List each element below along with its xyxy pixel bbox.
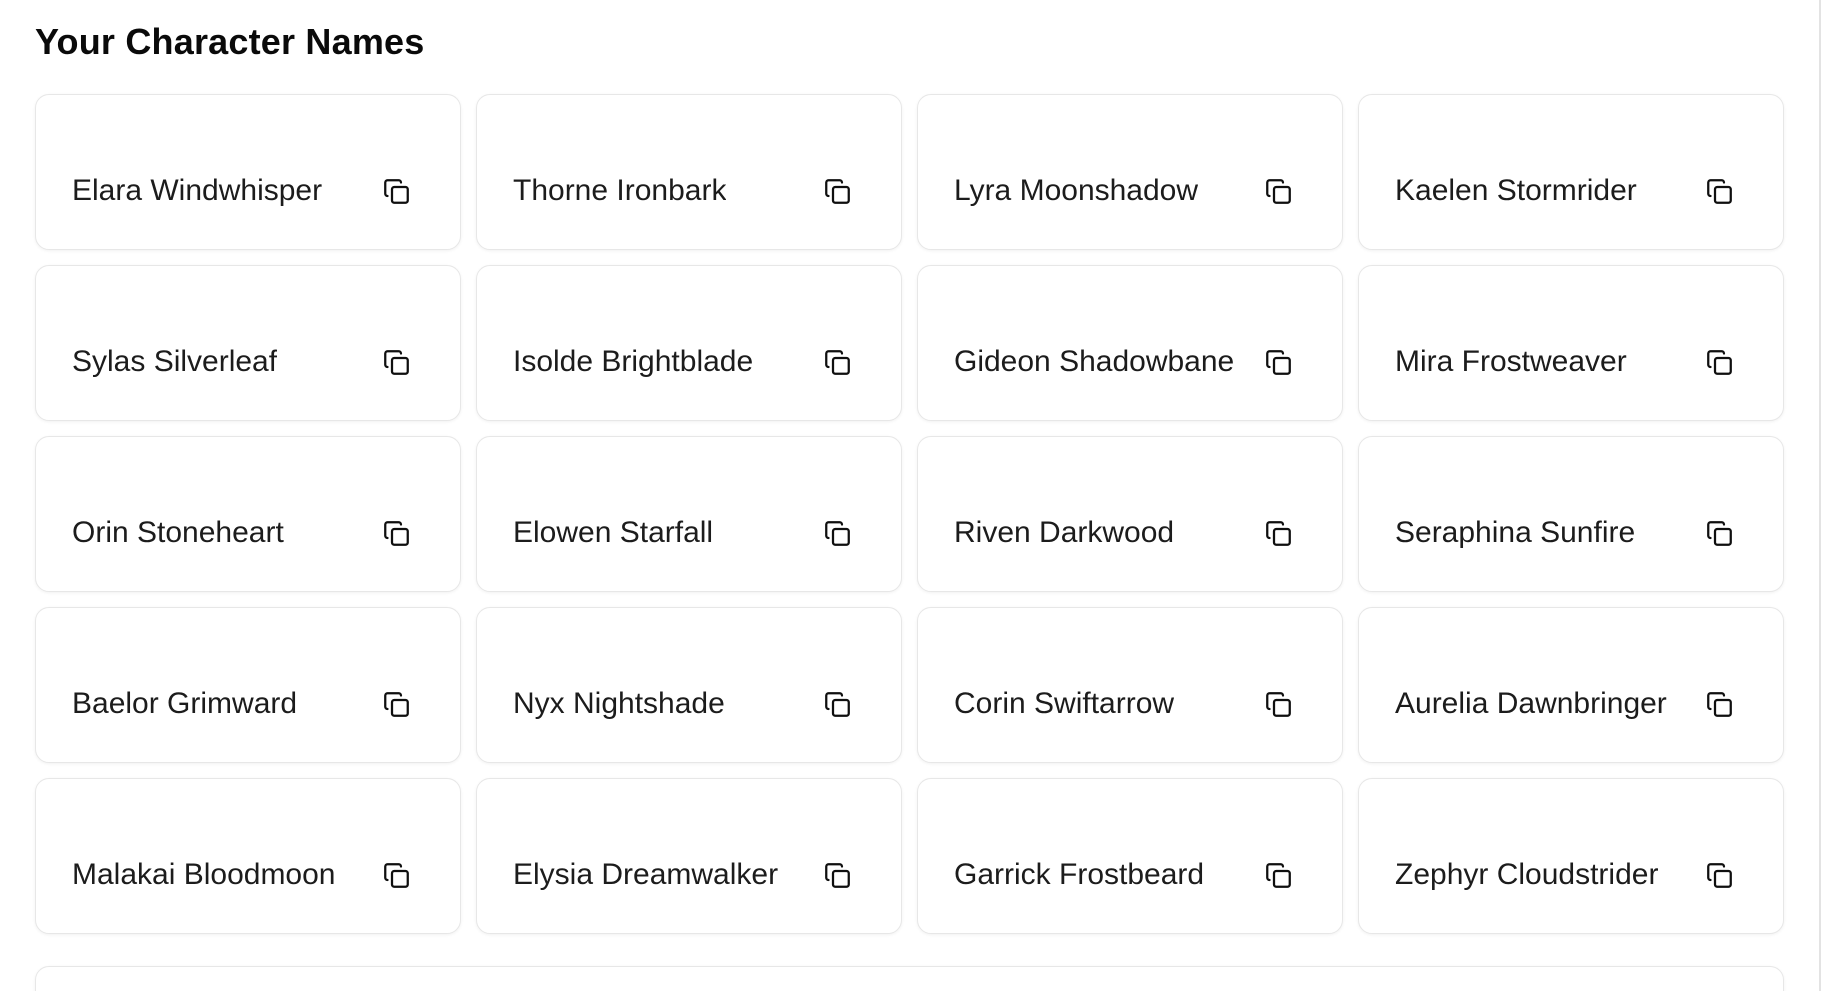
character-name: Isolde Brightblade	[513, 345, 754, 378]
copy-button[interactable]	[1265, 349, 1292, 376]
name-row	[72, 174, 410, 208]
name-row	[954, 174, 1292, 208]
character-name: Orin Stoneheart	[72, 516, 284, 549]
copy-button[interactable]	[1706, 862, 1733, 889]
name-card	[476, 265, 902, 421]
copy-button[interactable]	[824, 349, 851, 376]
name-card	[476, 607, 902, 763]
character-name: Baelor Grimward	[72, 687, 298, 720]
copy-button[interactable]	[383, 691, 410, 718]
name-row	[72, 516, 410, 550]
name-card	[917, 436, 1343, 592]
name-card	[476, 436, 902, 592]
copy-button[interactable]	[824, 862, 851, 889]
page-title: Your Character Names	[35, 21, 425, 62]
copy-button[interactable]	[824, 520, 851, 547]
copy-icon	[383, 862, 410, 889]
partial-bottom-card	[35, 966, 1784, 991]
name-card	[1358, 436, 1784, 592]
name-row	[1395, 174, 1733, 208]
copy-icon	[824, 862, 851, 889]
name-row	[513, 858, 851, 892]
name-row	[954, 858, 1292, 892]
character-name: Elowen Starfall	[513, 516, 714, 549]
copy-icon	[1706, 691, 1733, 718]
name-row	[513, 516, 851, 550]
copy-icon	[1265, 520, 1292, 547]
copy-icon	[1706, 349, 1733, 376]
copy-button[interactable]	[383, 862, 410, 889]
character-name: Riven Darkwood	[954, 516, 1175, 549]
page	[0, 22, 1821, 991]
copy-button[interactable]	[1706, 691, 1733, 718]
name-card	[917, 94, 1343, 250]
character-name: Nyx Nightshade	[513, 687, 725, 720]
copy-icon	[1265, 178, 1292, 205]
copy-button[interactable]	[1706, 178, 1733, 205]
name-card	[35, 778, 461, 934]
character-name: Gideon Shadowbane	[954, 345, 1235, 378]
copy-button[interactable]	[383, 178, 410, 205]
copy-icon	[383, 691, 410, 718]
name-row	[1395, 858, 1733, 892]
name-row	[72, 687, 410, 721]
character-grid	[35, 94, 1784, 934]
character-name: Corin Swiftarrow	[954, 687, 1175, 720]
copy-button[interactable]	[1265, 691, 1292, 718]
copy-button[interactable]	[383, 349, 410, 376]
copy-icon	[383, 520, 410, 547]
name-row	[72, 345, 410, 379]
copy-button[interactable]	[1706, 520, 1733, 547]
name-card	[35, 436, 461, 592]
copy-button[interactable]	[1265, 178, 1292, 205]
name-card	[1358, 94, 1784, 250]
name-card	[1358, 265, 1784, 421]
character-name: Sylas Silverleaf	[72, 345, 278, 378]
character-name: Mira Frostweaver	[1395, 345, 1627, 378]
name-row	[513, 687, 851, 721]
name-card	[917, 265, 1343, 421]
name-card	[476, 778, 902, 934]
character-name: Elara Windwhisper	[72, 174, 323, 207]
name-card	[1358, 607, 1784, 763]
copy-button[interactable]	[383, 520, 410, 547]
copy-icon	[824, 691, 851, 718]
copy-icon	[1706, 520, 1733, 547]
character-name: Garrick Frostbeard	[954, 858, 1205, 891]
copy-icon	[1265, 349, 1292, 376]
character-name: Kaelen Stormrider	[1395, 174, 1637, 207]
copy-icon	[824, 349, 851, 376]
name-row	[513, 345, 851, 379]
copy-button[interactable]	[824, 691, 851, 718]
character-name: Malakai Bloodmoon	[72, 858, 336, 891]
name-row	[954, 687, 1292, 721]
name-row	[72, 858, 410, 892]
name-card	[476, 94, 902, 250]
name-row	[513, 174, 851, 208]
copy-button[interactable]	[1706, 349, 1733, 376]
character-name: Lyra Moonshadow	[954, 174, 1199, 207]
copy-icon	[383, 178, 410, 205]
character-name: Thorne Ironbark	[513, 174, 727, 207]
copy-icon	[1265, 691, 1292, 718]
copy-icon	[824, 178, 851, 205]
copy-icon	[824, 520, 851, 547]
name-card	[917, 607, 1343, 763]
character-name: Zephyr Cloudstrider	[1395, 858, 1659, 891]
name-card	[917, 778, 1343, 934]
copy-button[interactable]	[1265, 520, 1292, 547]
character-name: Seraphina Sunfire	[1395, 516, 1636, 549]
copy-button[interactable]	[1265, 862, 1292, 889]
name-card	[1358, 778, 1784, 934]
name-card	[35, 94, 461, 250]
name-row	[1395, 345, 1733, 379]
name-row	[1395, 516, 1733, 550]
copy-icon	[1706, 862, 1733, 889]
name-row	[954, 345, 1292, 379]
name-card	[35, 607, 461, 763]
copy-icon	[1265, 862, 1292, 889]
copy-icon	[383, 349, 410, 376]
character-name: Elysia Dreamwalker	[513, 858, 779, 891]
character-name: Aurelia Dawnbringer	[1395, 687, 1667, 720]
name-row	[1395, 687, 1733, 721]
name-row	[954, 516, 1292, 550]
name-card	[35, 265, 461, 421]
copy-icon	[1706, 178, 1733, 205]
copy-button[interactable]	[824, 178, 851, 205]
